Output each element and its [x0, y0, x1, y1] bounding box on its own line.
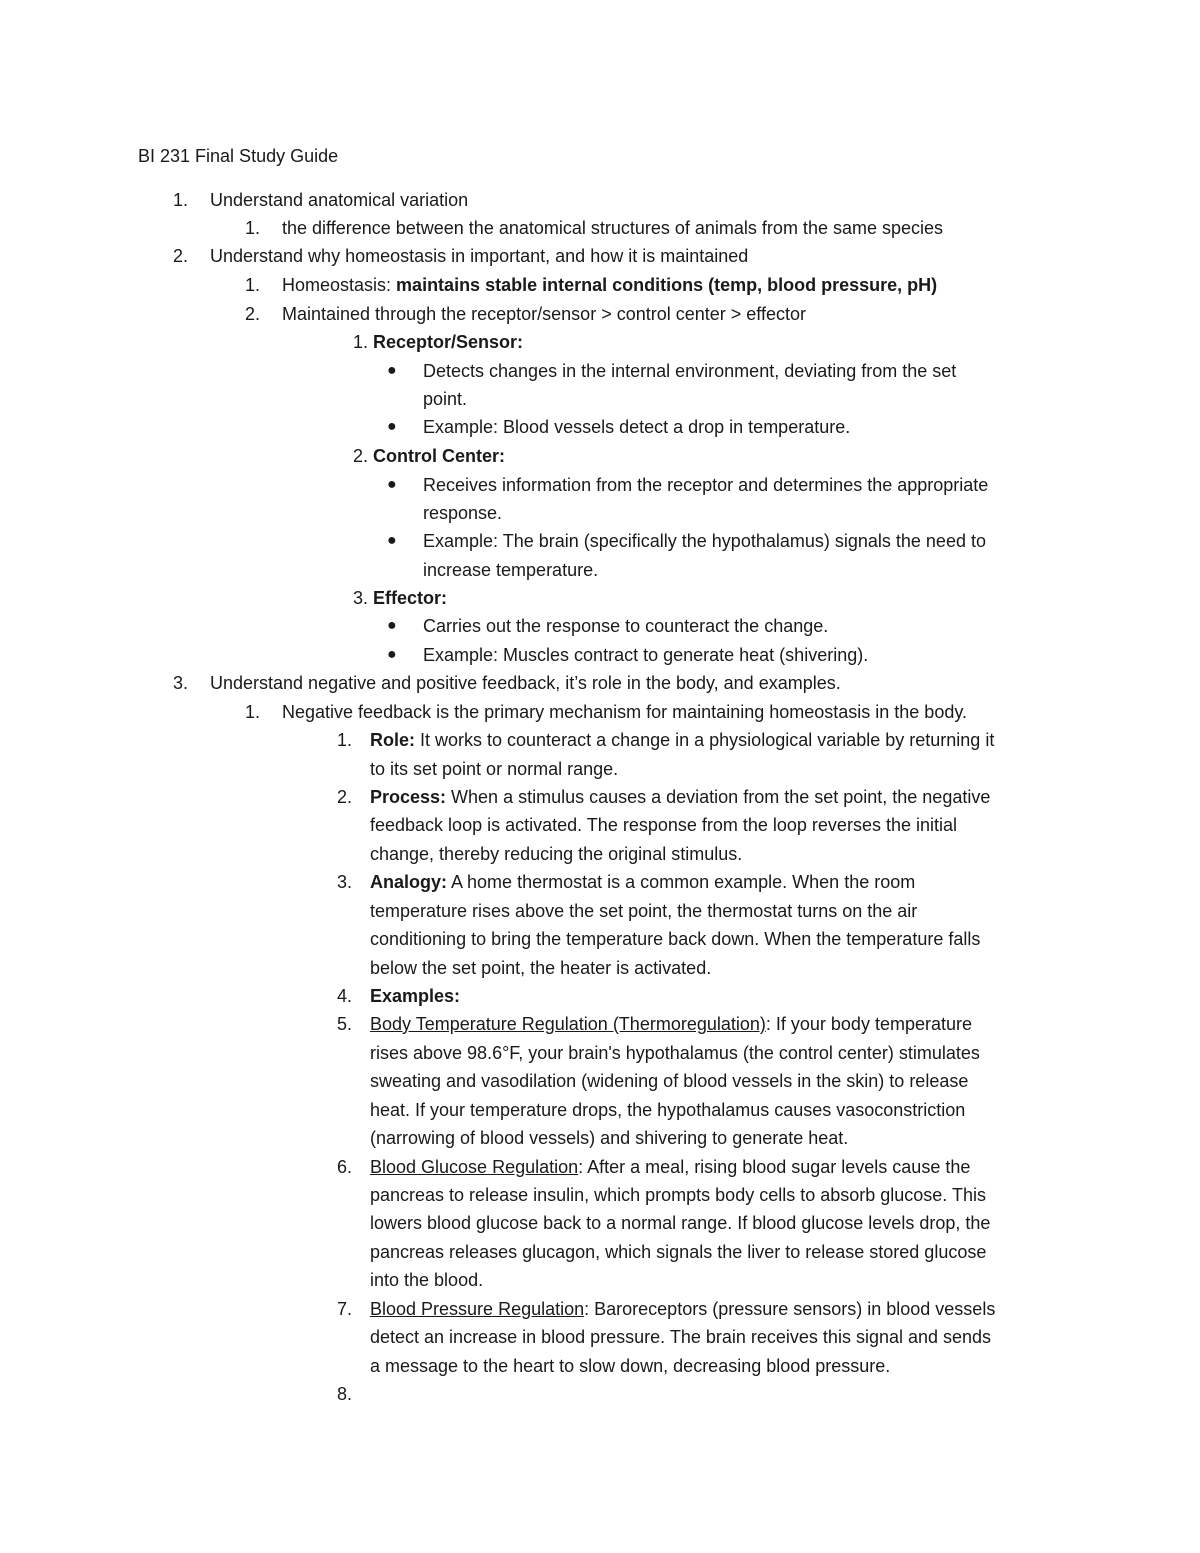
receptor-detail-1-cont: point.: [423, 389, 468, 409]
bullet-icon: ●: [387, 362, 397, 379]
control-example-cont: increase temperature.: [423, 560, 599, 580]
thermoregulation-line-1: Body Temperature Regulation (Thermoregulation): If your body temperature: [370, 1014, 972, 1034]
pressure-line-2: detect an increase in blood pressure. The brain receives this signal and sends: [370, 1327, 992, 1347]
control-detail-1: Receives information from the receptor and determines the appropriate: [423, 475, 989, 495]
glucose-line-2: pancreas to release insulin, which prompts body cells to absorb glucose. This: [370, 1185, 986, 1205]
bullet-icon: ●: [387, 476, 397, 493]
homeostasis-definition: [282, 276, 937, 294]
glucose-line-3: lowers blood glucose back to a normal range. If blood glucose levels drop, the: [370, 1213, 991, 1233]
item-number: 1.: [337, 730, 353, 750]
pressure-line-3: a message to the heart to slow down, decreasing blood pressure.: [370, 1356, 891, 1376]
item-number: 1.: [245, 275, 261, 295]
pressure-line-1: Blood Pressure Regulation: Baroreceptors (pressure sensors) in blood vessels: [370, 1299, 996, 1319]
glucose-line-5: into the blood.: [370, 1270, 484, 1290]
thermoregulation-line-3: sweating and vasodilation (widening of blood vessels in the skin) to release: [370, 1071, 969, 1091]
thermoregulation-line-5: (narrowing of blood vessels) and shivering to generate heat.: [370, 1128, 849, 1148]
bullet-icon: ●: [387, 646, 397, 663]
glucose-line-4: pancreas releases glucagon, which signals the liver to release stored glucose: [370, 1242, 987, 1262]
effector-detail: Carries out the response to counteract the change.: [423, 616, 829, 636]
pressure-label: Blood Pressure Regulation: [370, 1299, 585, 1319]
thermoregulation-line-4: heat. If your temperature drops, the hypothalamus causes vasoconstriction: [370, 1100, 966, 1120]
section-1-definition: the difference between the anatomical structures of animals from the same species: [282, 218, 944, 238]
control-detail-1-cont: response.: [423, 503, 503, 523]
item-number: 1.: [245, 218, 261, 238]
item-number: 6.: [337, 1157, 353, 1177]
glucose-line-1: Blood Glucose Regulation: After a meal, rising blood sugar levels cause the: [370, 1157, 971, 1177]
item-number: 1.: [353, 332, 369, 352]
glucose-label: Blood Glucose Regulation: [370, 1157, 579, 1177]
receptor-example: Example: Blood vessels detect a drop in temperature.: [423, 417, 851, 437]
receptor-heading: Receptor/Sensor:: [373, 332, 524, 352]
maintenance-pathway: Maintained through the receptor/sensor > control center > effector: [282, 304, 806, 324]
analogy-line-2: temperature rises above the set point, the thermostat turns on the air: [370, 901, 918, 921]
item-number: 5.: [337, 1014, 353, 1034]
role-line-1: Role: It works to counteract a change in a physiological variable by returning it: [370, 730, 995, 750]
section-3-heading: Understand negative and positive feedback, it’s role in the body, and examples.: [210, 673, 841, 693]
item-number: 2.: [173, 246, 189, 266]
process-line-2: feedback loop is activated. The response from the loop reverses the initial: [370, 815, 957, 835]
analogy-line-3: conditioning to bring the temperature back down. When the temperature falls: [370, 929, 981, 949]
item-number: 8.: [337, 1384, 353, 1404]
thermoregulation-line-2: rises above 98.6°F, your brain's hypothalamus (the control center) stimulates: [370, 1043, 980, 1063]
effector-example: Example: Muscles contract to generate heat (shivering).: [423, 645, 869, 665]
receptor-detail-1: Detects changes in the internal environment, deviating from the set: [423, 361, 957, 381]
role-line-2: to its set point or normal range.: [370, 759, 619, 779]
section-1-heading: Understand anatomical variation: [210, 190, 469, 210]
effector-heading: Effector:: [373, 588, 448, 608]
process-line-3: change, thereby reducing the original stimulus.: [370, 844, 743, 864]
analogy-label: Analogy:: [370, 872, 448, 892]
item-number: 3.: [353, 588, 369, 608]
item-number: 1.: [173, 190, 189, 210]
bullet-icon: ●: [387, 617, 397, 634]
process-label: Process:: [370, 787, 447, 807]
item-number: 3.: [337, 872, 353, 892]
process-line-1: Process: When a stimulus causes a deviation from the set point, the negative: [370, 787, 991, 807]
thermoregulation-label: Body Temperature Regulation (Thermoregulation): [370, 1014, 766, 1034]
homeostasis-label: Homeostasis:: [282, 275, 397, 295]
document-title: BI 231 Final Study Guide: [138, 146, 339, 166]
homeostasis-bold-text: maintains stable internal conditions (temp, blood pressure, pH): [396, 275, 938, 295]
item-number: 1.: [245, 702, 261, 722]
analogy-line-4: below the set point, the heater is activated.: [370, 958, 712, 978]
control-center-heading: Control Center:: [373, 446, 505, 466]
section-2-heading: Understand why homeostasis in important, and how it is maintained: [210, 246, 749, 266]
bullet-icon: ●: [387, 418, 397, 435]
examples-heading: Examples:: [370, 986, 461, 1006]
analogy-line-1: Analogy: A home thermostat is a common example. When the room: [370, 872, 916, 892]
item-number: 3.: [173, 673, 189, 693]
item-number: 2.: [245, 304, 261, 324]
bullet-icon: ●: [387, 532, 397, 549]
item-number: 2.: [353, 446, 369, 466]
negative-feedback-intro: Negative feedback is the primary mechanism for maintaining homeostasis in the body.: [282, 702, 968, 722]
item-number: 4.: [337, 986, 353, 1006]
control-example: Example: The brain (specifically the hypothalamus) signals the need to: [423, 531, 986, 551]
role-label: Role:: [370, 730, 415, 750]
item-number: 2.: [337, 787, 353, 807]
item-number: 7.: [337, 1299, 353, 1319]
